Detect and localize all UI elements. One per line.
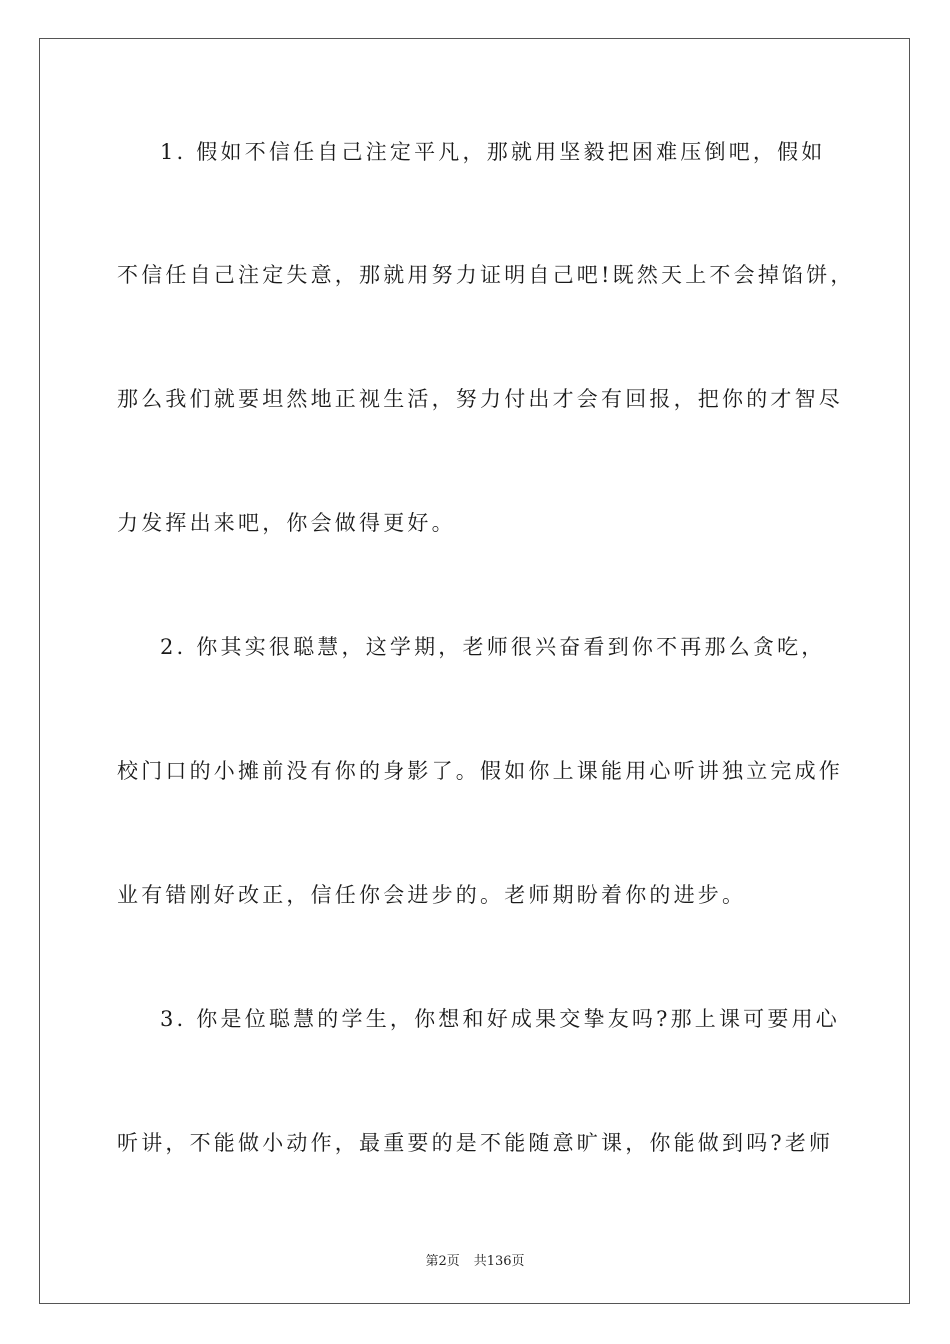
paragraph-2-line-2: 校门口的小摊前没有你的身影了。假如你上课能用心听讲独立完成作 [117, 759, 843, 783]
paragraph-3-line-2: 听讲，不能做小动作，最重要的是不能随意旷课，你能做到吗?老师 [117, 1131, 834, 1155]
page-footer [0, 1250, 950, 1269]
paragraph-3-line-1: 3. 你是位聪慧的学生，你想和好成果交挚友吗?那上课可要用心 [160, 1007, 840, 1031]
paragraph-2-line-1: 2. 你其实很聪慧，这学期，老师很兴奋看到你不再那么贪吃， [160, 635, 826, 659]
paragraph-1-line-1: 1. 假如不信任自己注定平凡，那就用坚毅把困难压倒吧，假如 [160, 140, 826, 164]
page-border [39, 38, 910, 1304]
total-pages: 共136页 [473, 1254, 525, 1269]
paragraph-2-line-3: 业有错刚好改正，信任你会进步的。老师期盼着你的进步。 [117, 883, 747, 907]
paragraph-1-line-2: 不信任自己注定失意，那就用努力证明自己吧!既然天上不会掉馅饼， [117, 263, 855, 287]
paragraph-1-line-3: 那么我们就要坦然地正视生活，努力付出才会有回报，把你的才智尽 [117, 387, 843, 411]
paragraph-1-line-4: 力发挥出来吧，你会做得更好。 [117, 511, 456, 535]
page-number: 第2页 [425, 1254, 460, 1269]
